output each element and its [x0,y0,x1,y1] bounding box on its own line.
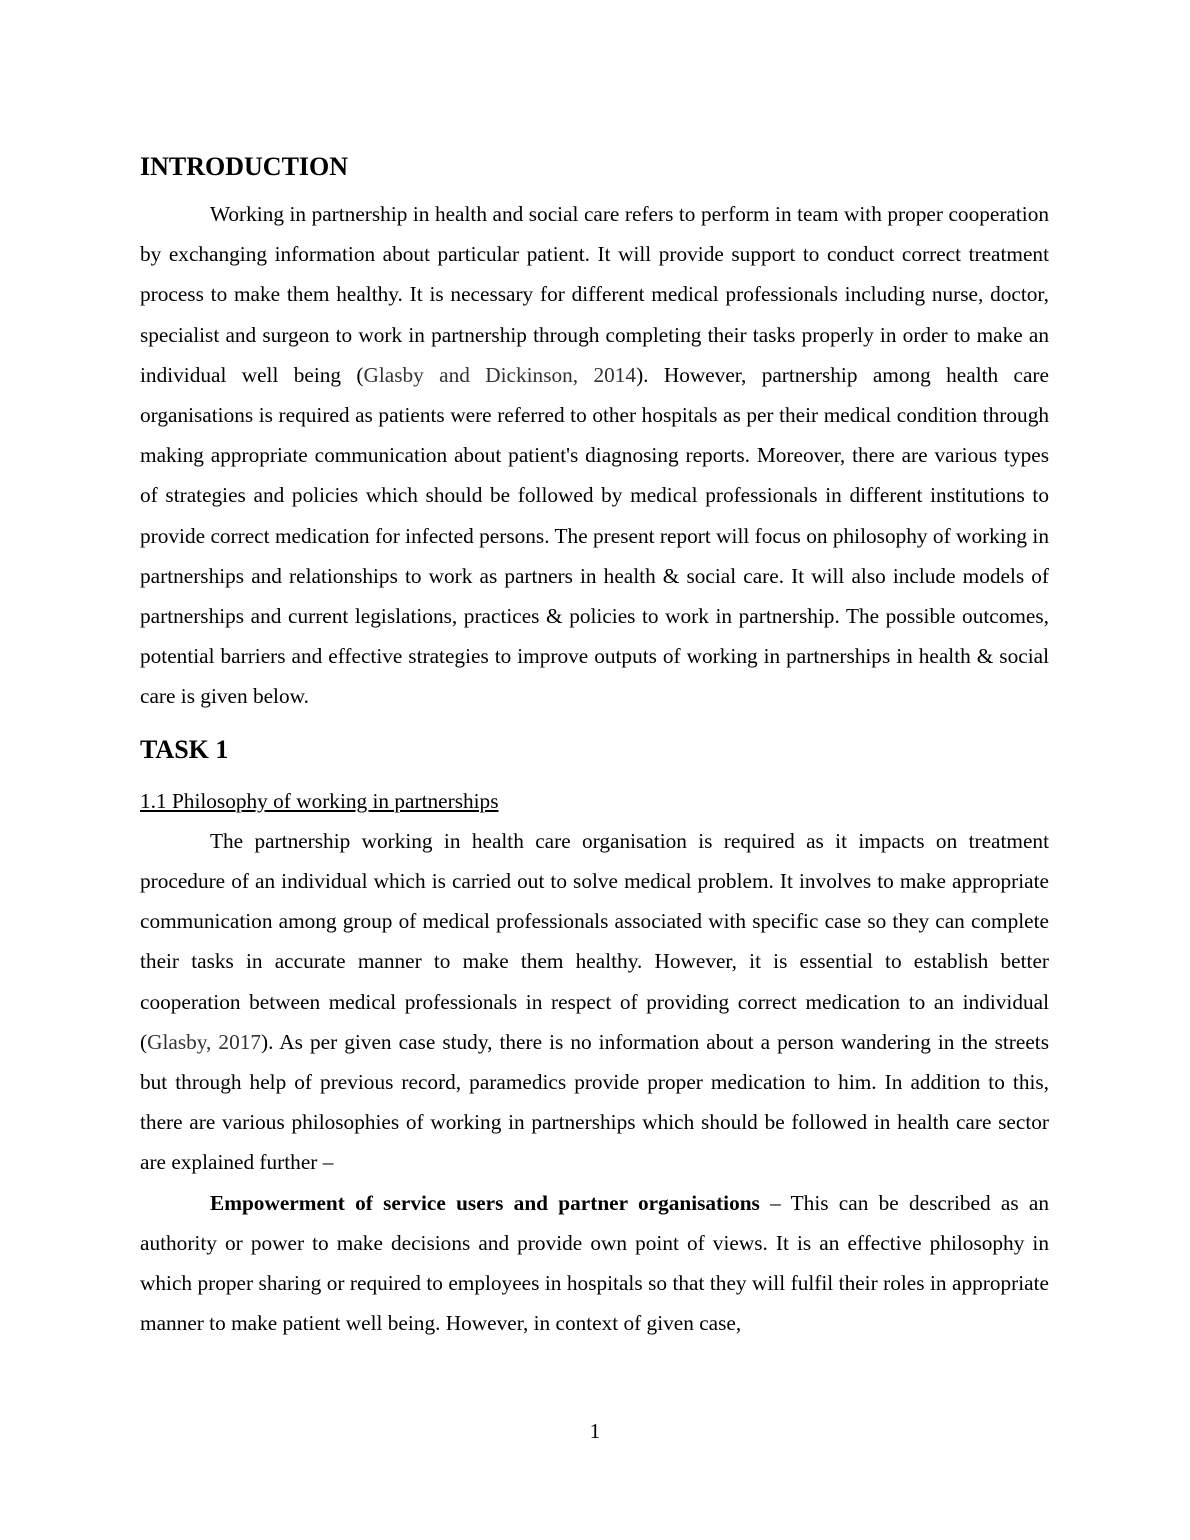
page-number: 1 [589,1419,601,1443]
empowerment-paragraph [140,1183,1049,1344]
task1-heading: TASK 1 [140,734,229,764]
introduction-citation: Glasby and Dickinson, 2014 [363,362,637,387]
philosophy-text-1: The partnership working in health care organisation is required as it impacts on treatment procedure of an individual which is carried out to solve medical problem. It involves to make appropriate communication among group of medical professionals associated with specific case so they can complete their tasks in accurate manner to make them healthy. However, it is essential to establish better cooperation between medical professionals in respect of providing correct medication to an individual ( [140,828,1049,1054]
philosophy-paragraph [140,821,1049,1183]
page-content [140,150,1049,1343]
philosophy-subheading: 1.1 Philosophy of working in partnerships [140,788,499,813]
introduction-text-1: Working in partnership in health and social care refers to perform in team with proper cooperation by exchanging information about particular patient. It will provide support to conduct correct treatment process to make them healthy. It is necessary for different medical professionals including nurse, doctor, specialist and surgeon to work in partnership through completing their tasks properly in order to make an individual well being ( [140,202,1049,387]
empowerment-term: Empowerment of service users and partner organisations [210,1190,760,1215]
philosophy-text-2: ). As per given case study, there is no information about a person wandering in the streets but through help of previous record, paramedics provide proper medication to him. In addition to this, there are various philosophies of working in partnerships which should be followed in health care sector are explained further – [140,1029,1049,1175]
philosophy-citation: Glasby, 2017 [147,1029,262,1054]
introduction-heading: INTRODUCTION [140,152,349,181]
introduction-text-2: ). However, partnership among health care organisations is required as patients were referred to other hospitals as per their medical condition through making appropriate communication about patient's diagnosing reports. Moreover, there are various types of strategies and policies which should be followed by medical professionals in different institutions to provide correct medication for infected persons. The present report will focus on philosophy of working in partnerships and relationships to work as partners in health & social care. It will also include models of partnerships and current legislations, practices & policies to work in partnership. The possible outcomes, potential barriers and effective strategies to improve outputs of working in partnerships in health & social care is given below. [140,362,1049,709]
empowerment-text: – This can be described as an authority or power to make decisions and provide own point of views. It is an effective philosophy in which proper sharing or required to employees in hospitals so that they will fulfil their roles in appropriate manner to make patient well being. However, in context of given case, [140,1190,1049,1336]
introduction-paragraph [140,194,1049,717]
